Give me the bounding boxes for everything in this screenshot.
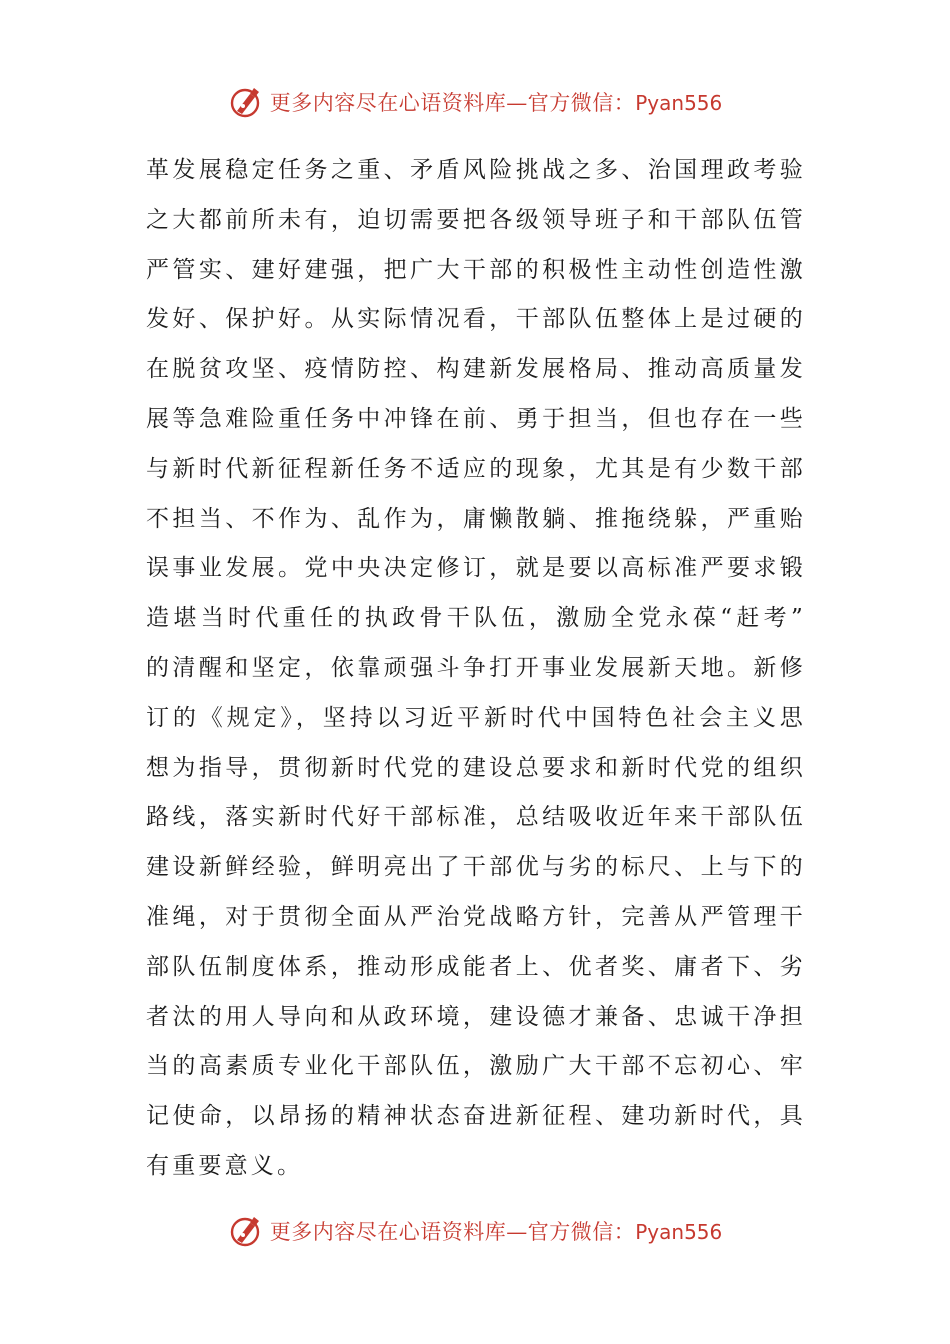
body-line: 路线，落实新时代好干部标准，总结吸收近年来干部队伍 (146, 804, 806, 831)
body-line: 严管实、建好建强，把广大干部的积极性主动性创造性激 (146, 256, 806, 283)
body-line: 部队伍制度体系，推动形成能者上、优者奖、庸者下、劣 (146, 953, 806, 980)
document-body (146, 146, 806, 1192)
body-line: 想为指导，贯彻新时代党的建设总要求和新时代党的组织 (146, 754, 806, 781)
body-line: 之大都前所未有，迫切需要把各级领导班子和干部队伍管 (146, 206, 806, 233)
body-line: 订的《规定》，坚持以习近平新时代中国特色社会主义思 (146, 704, 806, 731)
header-watermark (0, 82, 950, 122)
body-line: 革发展稳定任务之重、矛盾风险挑战之多、治国理政考验 (146, 157, 806, 183)
body-line: 不担当、不作为、乱作为，庸懒散躺、推拖绕躲，严重贻 (146, 505, 806, 532)
body-line: 记使命，以昂扬的精神状态奋进新征程、建功新时代，具 (146, 1103, 806, 1130)
body-line: 当的高素质专业化干部队伍，激励广大干部不忘初心、牢 (146, 1053, 806, 1080)
body-line: 建设新鲜经验，鲜明亮出了干部优与劣的标尺、上与下的 (146, 854, 806, 881)
body-line: 的清醒和坚定，依靠顽强斗争打开事业发展新天地。新修 (146, 654, 806, 681)
body-line: 与新时代新征程新任务不适应的现象，尤其是有少数干部 (146, 455, 806, 482)
body-line: 展等急难险重任务中冲锋在前、勇于担当，但也存在一些 (146, 405, 806, 432)
body-line: 准绳，对于贯彻全面从严治党战略方针，完善从严管理干 (146, 903, 806, 930)
body-line: 者汰的用人导向和从政环境，建设德才兼备、忠诚干净担 (146, 1003, 806, 1030)
footer-watermark (0, 1211, 950, 1251)
body-line-last: 有重要意义。 (146, 1152, 304, 1179)
body-line: 造堪当时代重任的执政骨干队伍，激励全党永葆“赶考” (146, 605, 806, 632)
wechat-id: Pyan556 (635, 1220, 723, 1244)
watermark-text: 更多内容尽在心语资料库—官方微信：Pyan556 (269, 1220, 723, 1244)
body-line: 发好、保护好。从实际情况看，干部队伍整体上是过硬的 (146, 306, 806, 333)
body-line: 误事业发展。党中央决定修订，就是要以高标准严要求锻 (146, 555, 806, 582)
pen-nib-seal-icon (228, 1213, 264, 1249)
watermark-text: 更多内容尽在心语资料库—官方微信：Pyan556 (269, 91, 723, 115)
pen-nib-seal-icon (228, 84, 264, 120)
wechat-id: Pyan556 (635, 91, 723, 115)
body-line: 在脱贫攻坚、疫情防控、构建新发展格局、推动高质量发 (146, 356, 806, 383)
